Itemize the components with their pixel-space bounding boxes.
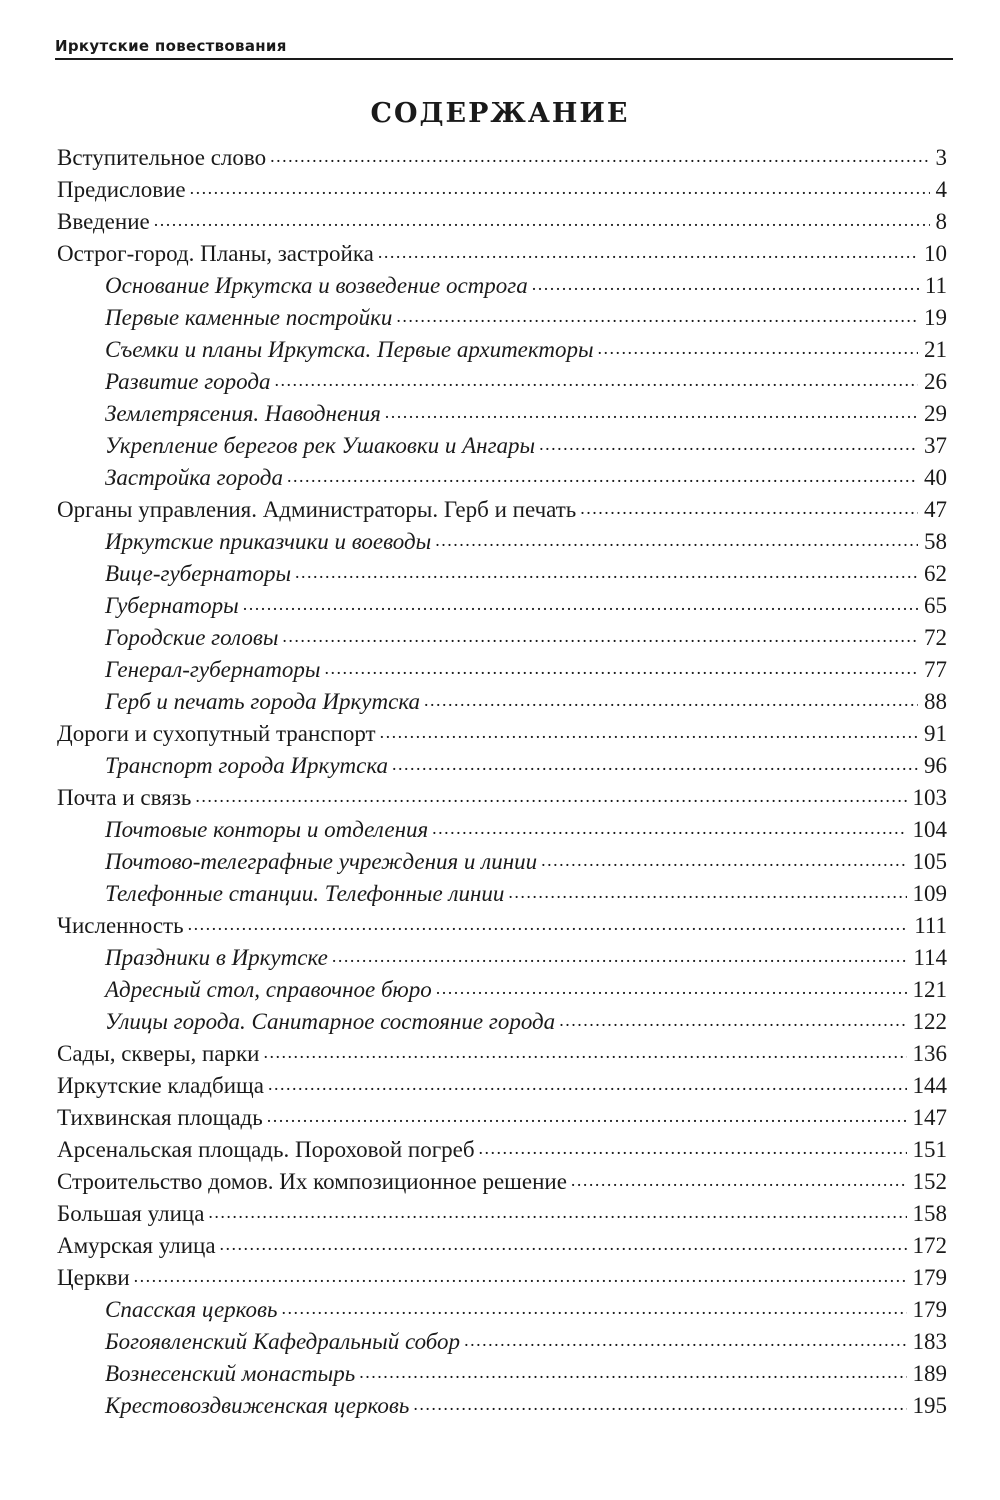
toc-entry	[57, 1134, 947, 1166]
toc-entry-page: 189	[912, 1361, 947, 1386]
toc-entry	[57, 238, 947, 270]
toc-entry	[57, 1038, 947, 1070]
toc-entry-page: 62	[924, 561, 947, 586]
toc-subentry	[57, 814, 947, 846]
toc-entry-label: Телефонные станции. Телефонные линии	[105, 881, 505, 906]
dot-leader	[424, 684, 918, 716]
toc-subentry	[57, 1006, 947, 1038]
toc-subentry	[57, 878, 947, 910]
toc-entry-label: Иркутские кладбища	[57, 1073, 264, 1098]
dot-leader	[508, 876, 906, 908]
toc-entry-label: Транспорт города Иркутска	[105, 753, 389, 778]
dot-leader	[243, 588, 918, 620]
toc-subentry	[57, 1326, 947, 1358]
toc-subentry	[57, 526, 947, 558]
toc-entry-page: 114	[913, 945, 947, 970]
toc-entry-page: 105	[912, 849, 947, 874]
toc-subentry	[57, 1390, 947, 1422]
toc-title: СОДЕРЖАНИЕ	[370, 98, 630, 129]
dot-leader	[270, 140, 929, 172]
toc-subentry	[57, 654, 947, 686]
toc-entry-label: Генерал-губернаторы	[105, 657, 321, 682]
dot-leader	[267, 1100, 907, 1132]
toc-entry-label: Городские головы	[105, 625, 279, 650]
toc-subentry	[57, 366, 947, 398]
toc-entry-label: Численность	[57, 913, 184, 938]
dot-leader	[464, 1324, 906, 1356]
dot-leader	[378, 236, 918, 268]
toc-entry	[57, 206, 947, 238]
toc-entry-label: Герб и печать города Иркутска	[105, 689, 421, 714]
dot-leader	[282, 1292, 907, 1324]
dot-leader	[195, 780, 906, 812]
dot-leader	[268, 1068, 907, 1100]
dot-leader	[275, 364, 918, 396]
toc-entry	[57, 174, 947, 206]
toc-entry-page: 109	[912, 881, 947, 906]
toc-entry-page: 47	[924, 497, 947, 522]
toc-subentry	[57, 686, 947, 718]
toc-entry-page: 37	[924, 433, 947, 458]
dot-leader	[208, 1196, 906, 1228]
toc-entry-label: Праздники в Иркутске	[105, 945, 328, 970]
toc-entry-label: Дороги и сухопутный транспорт	[57, 721, 376, 746]
dot-leader	[359, 1356, 906, 1388]
dot-leader	[580, 492, 918, 524]
dot-leader	[413, 1388, 906, 1420]
toc-subentry	[57, 750, 947, 782]
toc-entry-label: Основание Иркутска и возведение острога	[105, 273, 528, 298]
toc-entry-page: 121	[912, 977, 947, 1002]
toc-entry-label: Иркутские приказчики и воеводы	[105, 529, 432, 554]
toc-entry-label: Съемки и планы Иркутска. Первые архитекторы	[105, 337, 594, 362]
toc-entry-label: Крестовоздвиженская церковь	[105, 1393, 410, 1418]
toc-entry-label: Улицы города. Санитарное состояние города	[105, 1009, 556, 1034]
toc-entry-label: Почтовые конторы и отделения	[105, 817, 429, 842]
toc-entry-label: Тихвинская площадь	[57, 1105, 263, 1130]
dot-leader	[287, 460, 918, 492]
toc-entry-label: Укрепление берегов рек Ушаковки и Ангары	[105, 433, 536, 458]
toc-subentry	[57, 270, 947, 302]
toc-entry-page: 40	[924, 465, 947, 490]
toc-entry-page: 151	[912, 1137, 947, 1162]
toc-entry-page: 183	[912, 1329, 947, 1354]
toc-subentry	[57, 590, 947, 622]
toc-entry-label: Введение	[57, 209, 150, 234]
toc-subentry	[57, 974, 947, 1006]
dot-leader	[188, 908, 909, 940]
toc-entry-page: 88	[924, 689, 947, 714]
toc-subentry	[57, 430, 947, 462]
toc-subentry	[57, 302, 947, 334]
table-of-contents	[57, 142, 947, 1422]
toc-entry-page: 96	[924, 753, 947, 778]
dot-leader	[539, 428, 918, 460]
toc-subentry	[57, 942, 947, 974]
toc-entry-page: 21	[924, 337, 947, 362]
toc-entry-page: 152	[912, 1169, 947, 1194]
toc-entry-label: Арсенальская площадь. Пороховой погреб	[57, 1137, 475, 1162]
toc-entry	[57, 1166, 947, 1198]
toc-entry-label: Первые каменные постройки	[105, 305, 393, 330]
running-head	[55, 36, 953, 60]
toc-entry-label: Развитие города	[105, 369, 271, 394]
dot-leader	[220, 1228, 907, 1260]
toc-subentry	[57, 622, 947, 654]
dot-leader	[435, 524, 918, 556]
toc-entry-page: 3	[935, 145, 947, 170]
toc-entry	[57, 910, 947, 942]
toc-entry-page: 144	[912, 1073, 947, 1098]
toc-entry-label: Спасская церковь	[105, 1297, 278, 1322]
toc-entry	[57, 1070, 947, 1102]
toc-entry-label: Предисловие	[57, 177, 186, 202]
toc-entry-page: 19	[924, 305, 947, 330]
toc-subentry	[57, 1294, 947, 1326]
toc-subentry	[57, 558, 947, 590]
dot-leader	[282, 620, 918, 652]
toc-entry-label: Почта и связь	[57, 785, 192, 810]
toc-entry-label: Адресный стол, справочное бюро	[105, 977, 432, 1002]
toc-entry	[57, 782, 947, 814]
toc-subentry	[57, 334, 947, 366]
toc-entry	[57, 142, 947, 174]
dot-leader	[324, 652, 918, 684]
toc-subentry	[57, 398, 947, 430]
toc-entry	[57, 494, 947, 526]
toc-entry-label: Амурская улица	[57, 1233, 216, 1258]
dot-leader	[559, 1004, 906, 1036]
toc-entry-page: 111	[914, 913, 947, 938]
dot-leader	[598, 332, 918, 364]
toc-entry-page: 103	[912, 785, 947, 810]
dot-leader	[190, 172, 930, 204]
toc-entry	[57, 1230, 947, 1262]
dot-leader	[134, 1260, 907, 1292]
toc-entry-page: 65	[924, 593, 947, 618]
toc-entry-page: 4	[935, 177, 947, 202]
toc-entry-page: 136	[912, 1041, 947, 1066]
toc-entry-page: 10	[924, 241, 947, 266]
toc-entry-label: Застройка города	[105, 465, 283, 490]
toc-entry-page: 104	[912, 817, 947, 842]
toc-entry-page: 72	[924, 625, 947, 650]
toc-entry-label: Острог-город. Планы, застройка	[57, 241, 374, 266]
toc-entry-label: Вступительное слово	[57, 145, 267, 170]
dot-leader	[479, 1132, 907, 1164]
dot-leader	[541, 844, 906, 876]
toc-entry-label: Землетрясения. Наводнения	[105, 401, 381, 426]
toc-entry-page: 122	[912, 1009, 947, 1034]
toc-entry	[57, 1102, 947, 1134]
toc-entry-page: 29	[924, 401, 947, 426]
toc-entry-label: Вознесенский монастырь	[105, 1361, 356, 1386]
dot-leader	[571, 1164, 907, 1196]
toc-entry-page: 77	[924, 657, 947, 682]
toc-entry-page: 195	[912, 1393, 947, 1418]
toc-entry	[57, 1262, 947, 1294]
toc-entry-page: 11	[924, 273, 947, 298]
dot-leader	[295, 556, 918, 588]
dot-leader	[263, 1036, 906, 1068]
toc-entry-label: Губернаторы	[105, 593, 239, 618]
toc-entry-page: 179	[912, 1265, 947, 1290]
toc-entry-page: 8	[935, 209, 947, 234]
toc-entry-page: 172	[912, 1233, 947, 1258]
toc-entry-page: 91	[924, 721, 947, 746]
toc-entry-page: 158	[912, 1201, 947, 1226]
dot-leader	[396, 300, 918, 332]
toc-entry-page: 58	[924, 529, 947, 554]
dot-leader	[432, 812, 906, 844]
dot-leader	[392, 748, 918, 780]
dot-leader	[332, 940, 907, 972]
dot-leader	[385, 396, 918, 428]
toc-entry-label: Церкви	[57, 1265, 130, 1290]
toc-entry-label: Строительство домов. Их композиционное решение	[57, 1169, 567, 1194]
toc-entry	[57, 1198, 947, 1230]
toc-entry-label: Почтово-телеграфные учреждения и линии	[105, 849, 538, 874]
toc-entry-label: Сады, скверы, парки	[57, 1041, 260, 1066]
toc-entry-page: 147	[912, 1105, 947, 1130]
toc-entry-label: Большая улица	[57, 1201, 205, 1226]
toc-entry-label: Вице-губернаторы	[105, 561, 292, 586]
toc-entry-page: 179	[912, 1297, 947, 1322]
dot-leader	[380, 716, 918, 748]
toc-subentry	[57, 1358, 947, 1390]
toc-entry-label: Органы управления. Администраторы. Герб и печать	[57, 497, 577, 522]
toc-subentry	[57, 846, 947, 878]
toc-entry-label: Богоявленский Кафедральный собор	[105, 1329, 461, 1354]
toc-subentry	[57, 462, 947, 494]
dot-leader	[532, 268, 919, 300]
toc-entry-page: 26	[924, 369, 947, 394]
dot-leader	[436, 972, 907, 1004]
toc-entry	[57, 718, 947, 750]
running-head-title: Иркутские повествования	[55, 37, 287, 55]
dot-leader	[154, 204, 930, 236]
